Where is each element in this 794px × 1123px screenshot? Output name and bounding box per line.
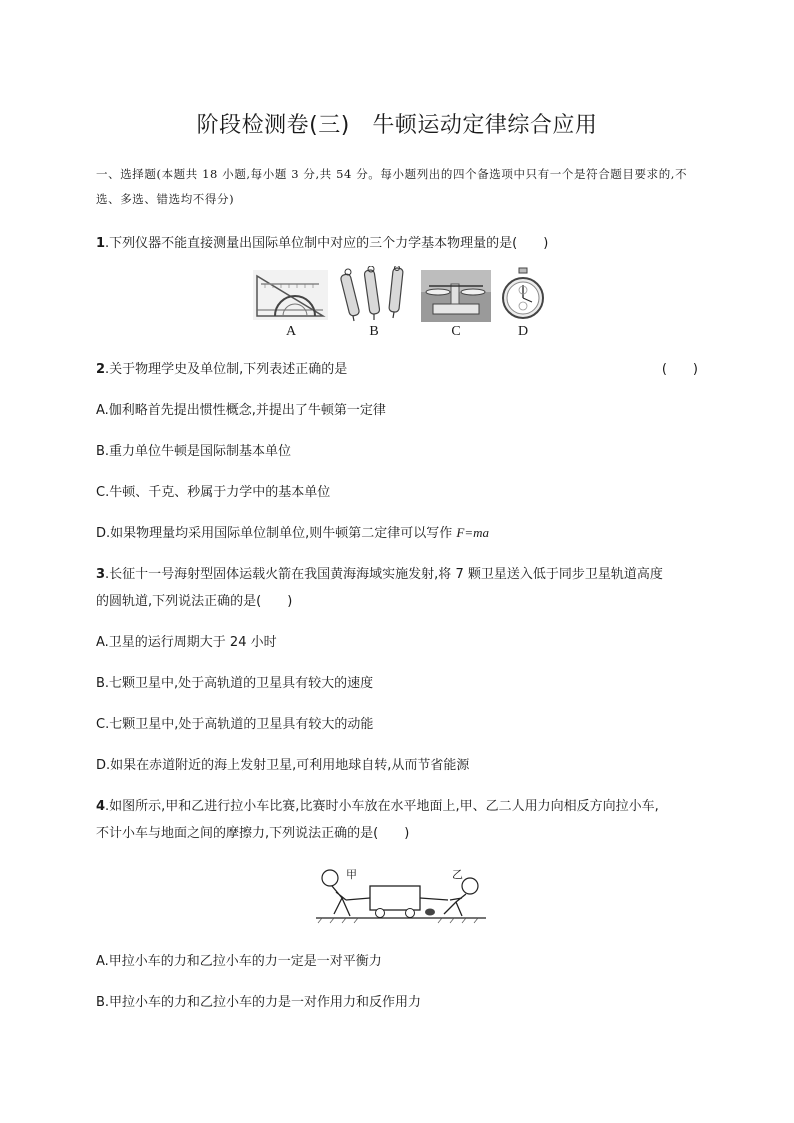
option-b: B.甲拉小车的力和乙拉小车的力是一对作用力和反作用力 — [96, 995, 422, 1010]
tug-of-war-cart-image — [312, 864, 490, 926]
page-title: 阶段检测卷(三) 牛顿运动定律综合应用 — [196, 113, 598, 138]
stopwatch-image — [501, 266, 545, 322]
answer-parentheses: ( ) — [661, 362, 698, 377]
figure-label-jia: 甲 — [346, 868, 357, 881]
figure-label-b: B — [369, 324, 379, 339]
question-text: .长征十一号海射型固体运载火箭在我国黄海海域实施发射,将 7 颗卫星送入低于同步卫星轨道高度 — [105, 567, 663, 582]
figure-label-c: C — [451, 324, 461, 339]
spring-scales-image — [337, 266, 409, 322]
option-d — [96, 522, 489, 541]
question-text: .关于物理学史及单位制,下列表述正确的是 — [105, 362, 348, 377]
question-4 — [96, 795, 659, 814]
figure-label-d: D — [517, 324, 529, 339]
option-c: C.牛顿、千克、秒属于力学中的基本单位 — [96, 485, 331, 500]
formula: F=ma — [456, 525, 490, 540]
figure-label-a: A — [285, 324, 297, 339]
option-a: A.伽利略首先提出惯性概念,并提出了牛顿第一定律 — [96, 403, 386, 418]
question-text: .如图所示,甲和乙进行拉小车比赛,比赛时小车放在水平地面上,甲、乙二人用力向相反方向拉小车, — [105, 799, 659, 814]
figure-label-yi: 乙 — [452, 868, 463, 881]
question-text: .下列仪器不能直接测量出国际单位制中对应的三个力学基本物理量的是( ) — [105, 236, 549, 251]
option-b: B.重力单位牛顿是国际制基本单位 — [96, 444, 292, 459]
question-number: 1 — [96, 236, 106, 251]
question-number: 3 — [96, 567, 106, 582]
question-number: 4 — [96, 799, 106, 814]
ruler-protractor-image — [253, 270, 328, 320]
option-b: B.七颗卫星中,处于高轨道的卫星具有较大的速度 — [96, 676, 374, 691]
question-2 — [96, 358, 347, 377]
question-4-line-2: 不计小车与地面之间的摩擦力,下列说法正确的是( ) — [96, 826, 410, 841]
balance-scale-image — [421, 270, 491, 322]
option-a: A.甲拉小车的力和乙拉小车的力一定是一对平衡力 — [96, 954, 382, 969]
question-1 — [96, 232, 548, 251]
option-a: A.卫星的运行周期大于 24 小时 — [96, 635, 277, 650]
question-number: 2 — [96, 362, 106, 377]
option-d: D.如果在赤道附近的海上发射卫星,可利用地球自转,从而节省能源 — [96, 758, 470, 773]
question-3-line-2: 的圆轨道,下列说法正确的是( ) — [96, 594, 293, 609]
option-d-text: D.如果物理量均采用国际单位制单位,则牛顿第二定律可以写作 — [96, 526, 457, 541]
section-instructions: 一、选择题(本题共 18 小题,每小题 3 分,共 54 分。每小题列出的四个备选项中只有一个是符合题目要求的,不选、多选、错选均不得分) — [96, 167, 688, 206]
option-c: C.七颗卫星中,处于高轨道的卫星具有较大的动能 — [96, 717, 374, 732]
question-3 — [96, 563, 663, 582]
